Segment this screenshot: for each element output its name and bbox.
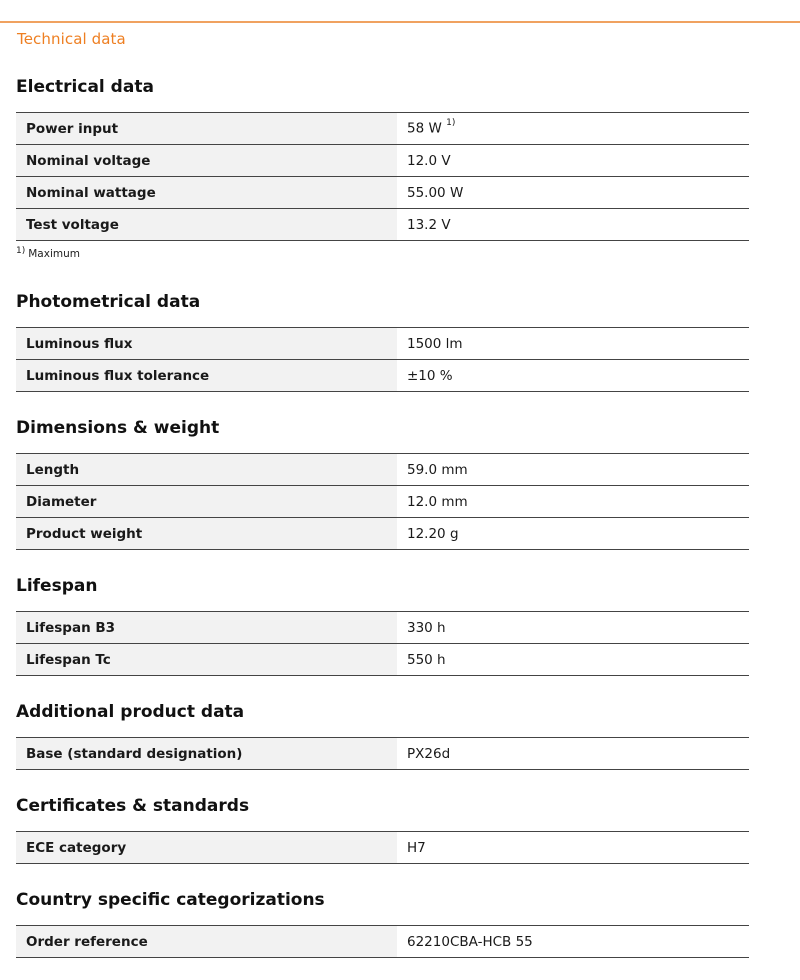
table-row (16, 738, 749, 770)
row-value: H7 (397, 832, 749, 864)
section-certificates-standards (16, 795, 749, 864)
row-value: ±10 % (397, 360, 749, 392)
row-value: 330 h (397, 612, 749, 644)
row-label: Lifespan Tc (16, 644, 397, 676)
section-photometrical-data (16, 291, 749, 392)
section-electrical-data (16, 76, 749, 260)
row-label: Product weight (16, 518, 397, 550)
table-row (16, 145, 749, 177)
row-label: Base (standard designation) (16, 738, 397, 770)
table-row (16, 209, 749, 241)
row-value: 58 W (407, 120, 442, 137)
footnote (16, 248, 80, 260)
table-row (16, 832, 749, 864)
table-row (16, 644, 749, 676)
section-title: Photometrical data (16, 292, 201, 312)
spec-table (16, 327, 749, 392)
table-row (16, 486, 749, 518)
spec-table (16, 112, 749, 241)
top-accent-rule (0, 21, 800, 23)
table-row (16, 360, 749, 392)
table-row (16, 612, 749, 644)
table-row (16, 454, 749, 486)
table-row (16, 518, 749, 550)
spec-table (16, 831, 749, 864)
footnote-text: Maximum (28, 248, 80, 260)
table-row (16, 926, 749, 958)
row-value: 55.00 W (397, 177, 749, 209)
table-row (16, 328, 749, 360)
row-label: Test voltage (16, 209, 397, 241)
row-value: 12.0 V (397, 145, 749, 177)
row-label: Nominal voltage (16, 145, 397, 177)
footnote-reference: 1) (446, 118, 456, 129)
row-value: 550 h (397, 644, 749, 676)
page-heading: Technical data (17, 30, 126, 48)
section-title: Certificates & standards (16, 796, 250, 816)
section-title: Electrical data (16, 77, 154, 97)
table-row (16, 177, 749, 209)
section-additional-product-data (16, 701, 749, 770)
row-label: Luminous flux (16, 328, 397, 360)
row-label: Length (16, 454, 397, 486)
row-value: 1500 lm (397, 328, 749, 360)
spec-table (16, 925, 749, 958)
row-label: Luminous flux tolerance (16, 360, 397, 392)
section-country-specific-categorizations (16, 889, 749, 958)
row-value: 12.20 g (397, 518, 749, 550)
table-row (16, 113, 749, 145)
row-value: 13.2 V (397, 209, 749, 241)
section-title: Country specific categorizations (16, 890, 325, 910)
section-title: Additional product data (16, 702, 245, 722)
footnote-mark: 1) (16, 246, 26, 256)
section-title: Lifespan (16, 576, 98, 596)
section-dimensions-weight (16, 417, 749, 550)
row-label: Diameter (16, 486, 397, 518)
row-label: Power input (16, 113, 397, 145)
spec-table (16, 453, 749, 550)
row-value: 12.0 mm (397, 486, 749, 518)
spec-table (16, 737, 749, 770)
row-value: 62210CBA-HCB 55 (397, 926, 749, 958)
row-label: ECE category (16, 832, 397, 864)
row-label: Nominal wattage (16, 177, 397, 209)
row-value: PX26d (397, 738, 749, 770)
section-title: Dimensions & weight (16, 418, 220, 438)
row-value: 59.0 mm (397, 454, 749, 486)
row-label: Lifespan B3 (16, 612, 397, 644)
section-lifespan (16, 575, 749, 676)
row-value-cell (397, 113, 749, 145)
spec-table (16, 611, 749, 676)
row-label: Order reference (16, 926, 397, 958)
